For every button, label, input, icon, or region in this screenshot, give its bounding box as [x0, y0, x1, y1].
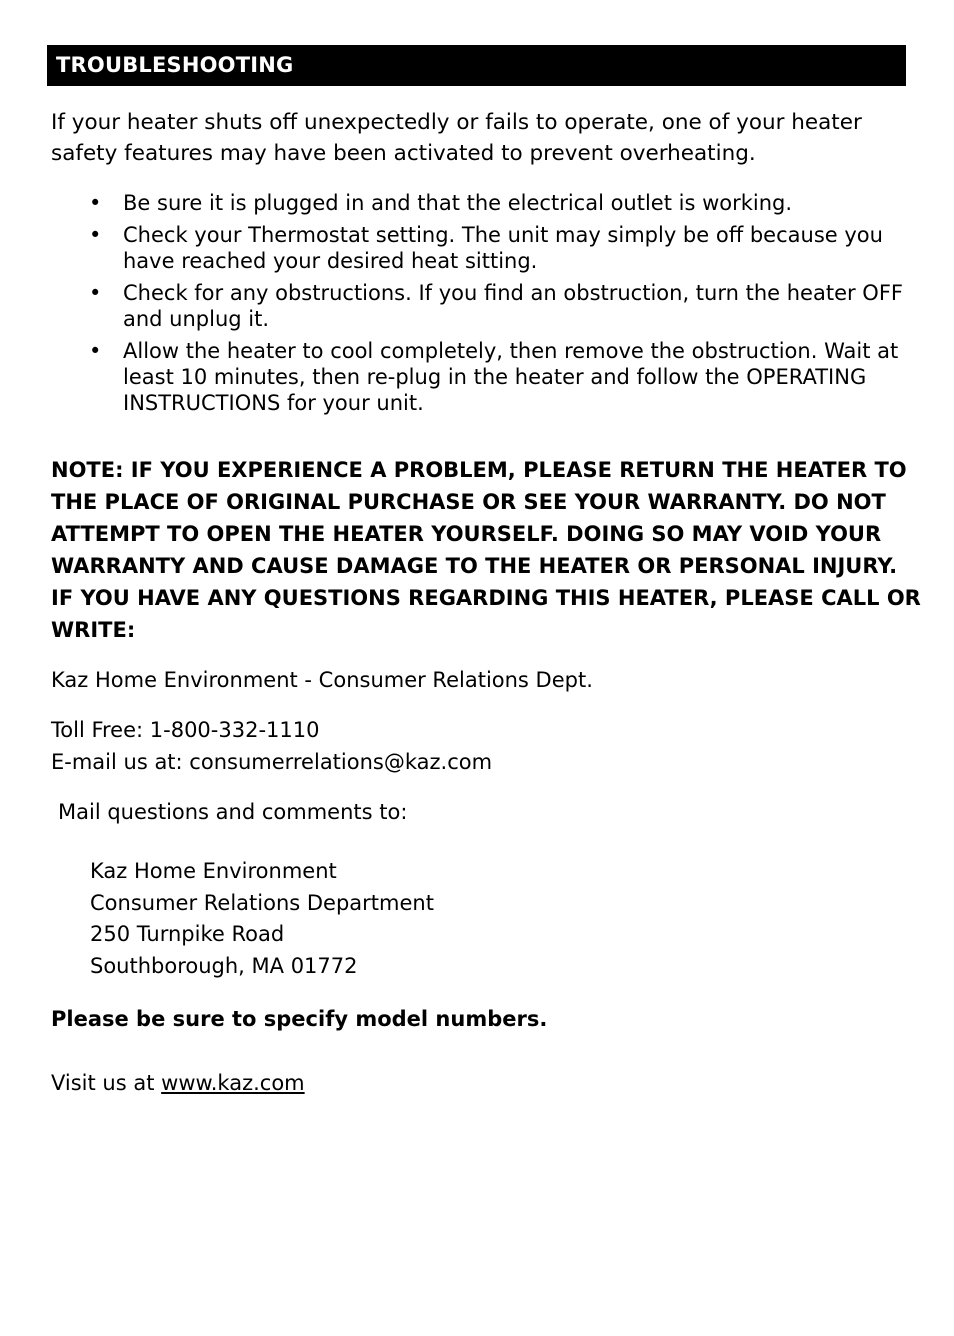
bullet-icon: • — [89, 223, 102, 247]
bullet-icon: • — [89, 281, 102, 305]
list-item-text: Be sure it is plugged in and that the electrical outlet is working. — [123, 191, 793, 215]
visit-prefix: Visit us at — [51, 1071, 162, 1095]
troubleshooting-list — [51, 190, 911, 422]
list-item-text: Check for any obstructions. If you find an obstruction, turn the heater OFF and unplug it. — [123, 281, 903, 331]
list-item — [51, 280, 911, 332]
website-link[interactable]: www.kaz.com — [161, 1071, 305, 1095]
section-header-bar — [47, 45, 906, 86]
list-item — [51, 190, 911, 216]
warranty-note: NOTE: IF YOU EXPERIENCE A PROBLEM, PLEASE RETURN THE HEATER TO THE PLACE OF ORIGINAL PURCHASE OR SEE YOUR WARRANTY. DO NOT ATTEMPT TO OPEN THE HEATER YOURSELF. DOING SO MAY VOID YOUR WARRANTY AND CAUSE DAMAGE TO THE HEATER OR PERSONAL INJURY. IF YOU HAVE ANY QUESTIONS REGARDING THIS HEATER, PLEASE CALL OR WRITE: — [51, 458, 921, 642]
list-item-text: Allow the heater to cool completely, then remove the obstruction. Wait at least 10 minutes, then re-plug in the heater and follow the OPERATING INSTRUCTIONS for your unit. — [123, 339, 899, 415]
email-line: E-mail us at: consumerrelations@kaz.com — [51, 750, 493, 774]
address-line-1: Kaz Home Environment — [90, 859, 337, 883]
section-title: TROUBLESHOOTING — [56, 53, 294, 77]
list-item-text: Check your Thermostat setting. The unit may simply be off because you have reached your desired heat sitting. — [123, 223, 883, 273]
department-line: Kaz Home Environment - Consumer Relations Dept. — [51, 668, 593, 692]
address-line-4: Southborough, MA 01772 — [90, 954, 358, 978]
address-line-3: 250 Turnpike Road — [90, 922, 285, 946]
mail-intro-line: Mail questions and comments to: — [58, 800, 408, 824]
list-item — [51, 222, 911, 274]
address-line-2: Consumer Relations Department — [90, 891, 434, 915]
list-item — [51, 338, 911, 416]
bullet-icon: • — [89, 191, 102, 215]
toll-free-line: Toll Free: 1-800-332-1110 — [51, 718, 320, 742]
model-number-note: Please be sure to specify model numbers. — [51, 1007, 548, 1031]
intro-paragraph: If your heater shuts off unexpectedly or fails to operate, one of your heater safety features may have been activated to prevent overheating. — [51, 110, 862, 166]
visit-line — [51, 1069, 305, 1097]
bullet-icon: • — [89, 339, 102, 363]
